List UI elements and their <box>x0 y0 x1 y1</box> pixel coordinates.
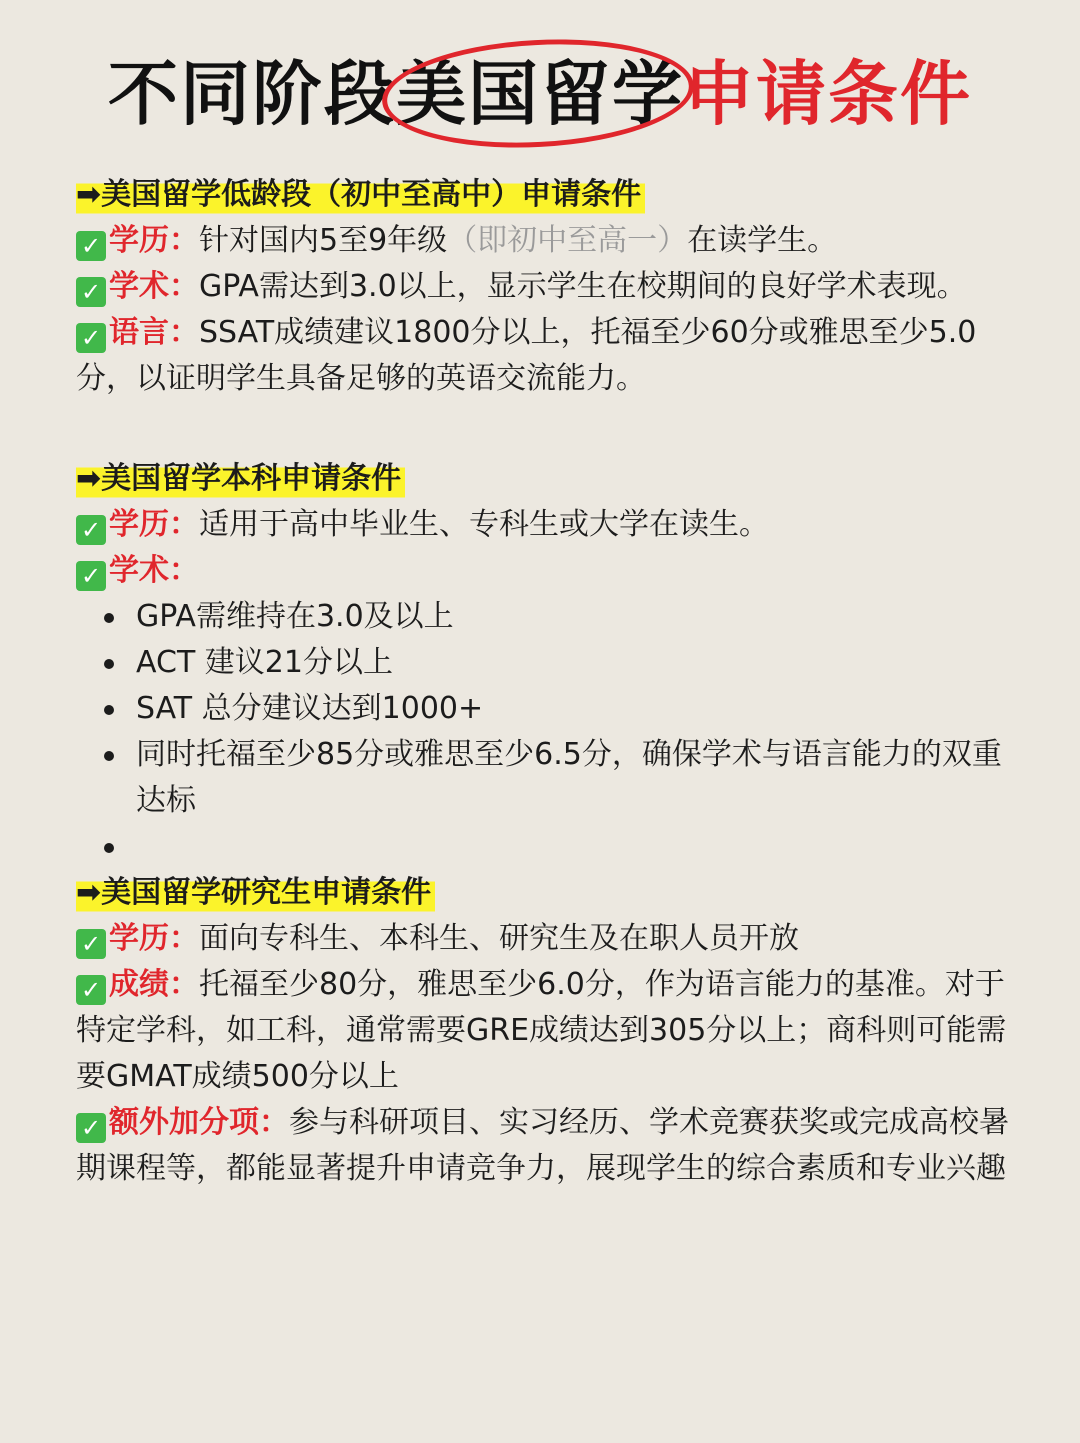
section-heading: ➡美国留学本科申请条件 <box>76 456 405 502</box>
check-mark-icon: ✓ <box>76 323 106 353</box>
check-mark-icon: ✓ <box>76 561 106 591</box>
section-heading: ➡美国留学研究生申请条件 <box>76 870 435 916</box>
bullet-item: SAT 总分建议达到1000+ <box>136 686 1016 732</box>
spacer <box>76 402 1016 448</box>
item-text-gray: （即初中至高一） <box>447 223 688 258</box>
item-label: 学术： <box>109 269 199 304</box>
check-mark-icon: ✓ <box>76 231 106 261</box>
item-text: GPA需达到3.0以上，显示学生在校期间的良好学术表现。 <box>199 269 967 304</box>
section-1 <box>76 172 1016 218</box>
list-item <box>76 502 1016 548</box>
check-mark-icon: ✓ <box>76 975 106 1005</box>
section-heading: ➡美国留学低龄段（初中至高中）申请条件 <box>76 172 645 218</box>
item-label: 学历： <box>109 223 199 258</box>
section-2 <box>76 456 1016 502</box>
title-part3: 申请条件 <box>684 52 972 135</box>
check-mark-icon: ✓ <box>76 1113 106 1143</box>
item-label: 语言： <box>109 315 199 350</box>
bullet-list <box>76 594 1016 870</box>
item-text: 托福至少80分，雅思至少6.0分，作为语言能力的基准。对于特定学科，如工科，通常需要GRE成绩达到305分以上；商科则可能需要GMAT成绩500分以上 <box>76 967 1007 1094</box>
list-item <box>76 962 1016 1100</box>
page-title <box>0 38 1080 139</box>
list-item <box>76 218 1016 264</box>
section-3 <box>76 870 1016 916</box>
bullet-item: ACT 建议21分以上 <box>136 640 1016 686</box>
bullet-item: GPA需维持在3.0及以上 <box>136 594 1016 640</box>
item-text: 针对国内5至9年级 <box>199 223 448 258</box>
list-item <box>76 548 1016 594</box>
item-label: 学历： <box>109 921 199 956</box>
item-label: 学历： <box>109 507 199 542</box>
bullet-item: 同时托福至少85分或雅思至少6.5分，确保学术与语言能力的双重达标 <box>136 732 1016 824</box>
list-item <box>76 264 1016 310</box>
item-label: 学术： <box>109 553 199 588</box>
item-label: 额外加分项： <box>109 1105 289 1140</box>
item-text: 面向专科生、本科生、研究生及在职人员开放 <box>199 921 799 956</box>
bullet-item-empty <box>136 824 1016 870</box>
item-text: 在读学生。 <box>687 223 838 258</box>
list-item <box>76 310 1016 402</box>
title-part1: 不同阶段 <box>108 52 396 135</box>
item-text: 适用于高中毕业生、专科生或大学在读生。 <box>199 507 769 542</box>
list-item <box>76 1100 1016 1192</box>
check-mark-icon: ✓ <box>76 277 106 307</box>
list-item <box>76 916 1016 962</box>
check-mark-icon: ✓ <box>76 515 106 545</box>
item-text: 参与科研项目、实习经历、学术竞赛获奖或完成高校暑期课程等，都能显著提升申请竞争力，展现学生的综合素质和专业兴趣 <box>76 1105 1009 1186</box>
title-part2-circled: 美国留学 <box>396 38 684 139</box>
check-mark-icon: ✓ <box>76 929 106 959</box>
main-content <box>76 172 1016 1192</box>
item-text: SSAT成绩建议1800分以上，托福至少60分或雅思至少5.0分，以证明学生具备足够的英语交流能力。 <box>76 315 977 396</box>
item-label: 成绩： <box>109 967 199 1002</box>
